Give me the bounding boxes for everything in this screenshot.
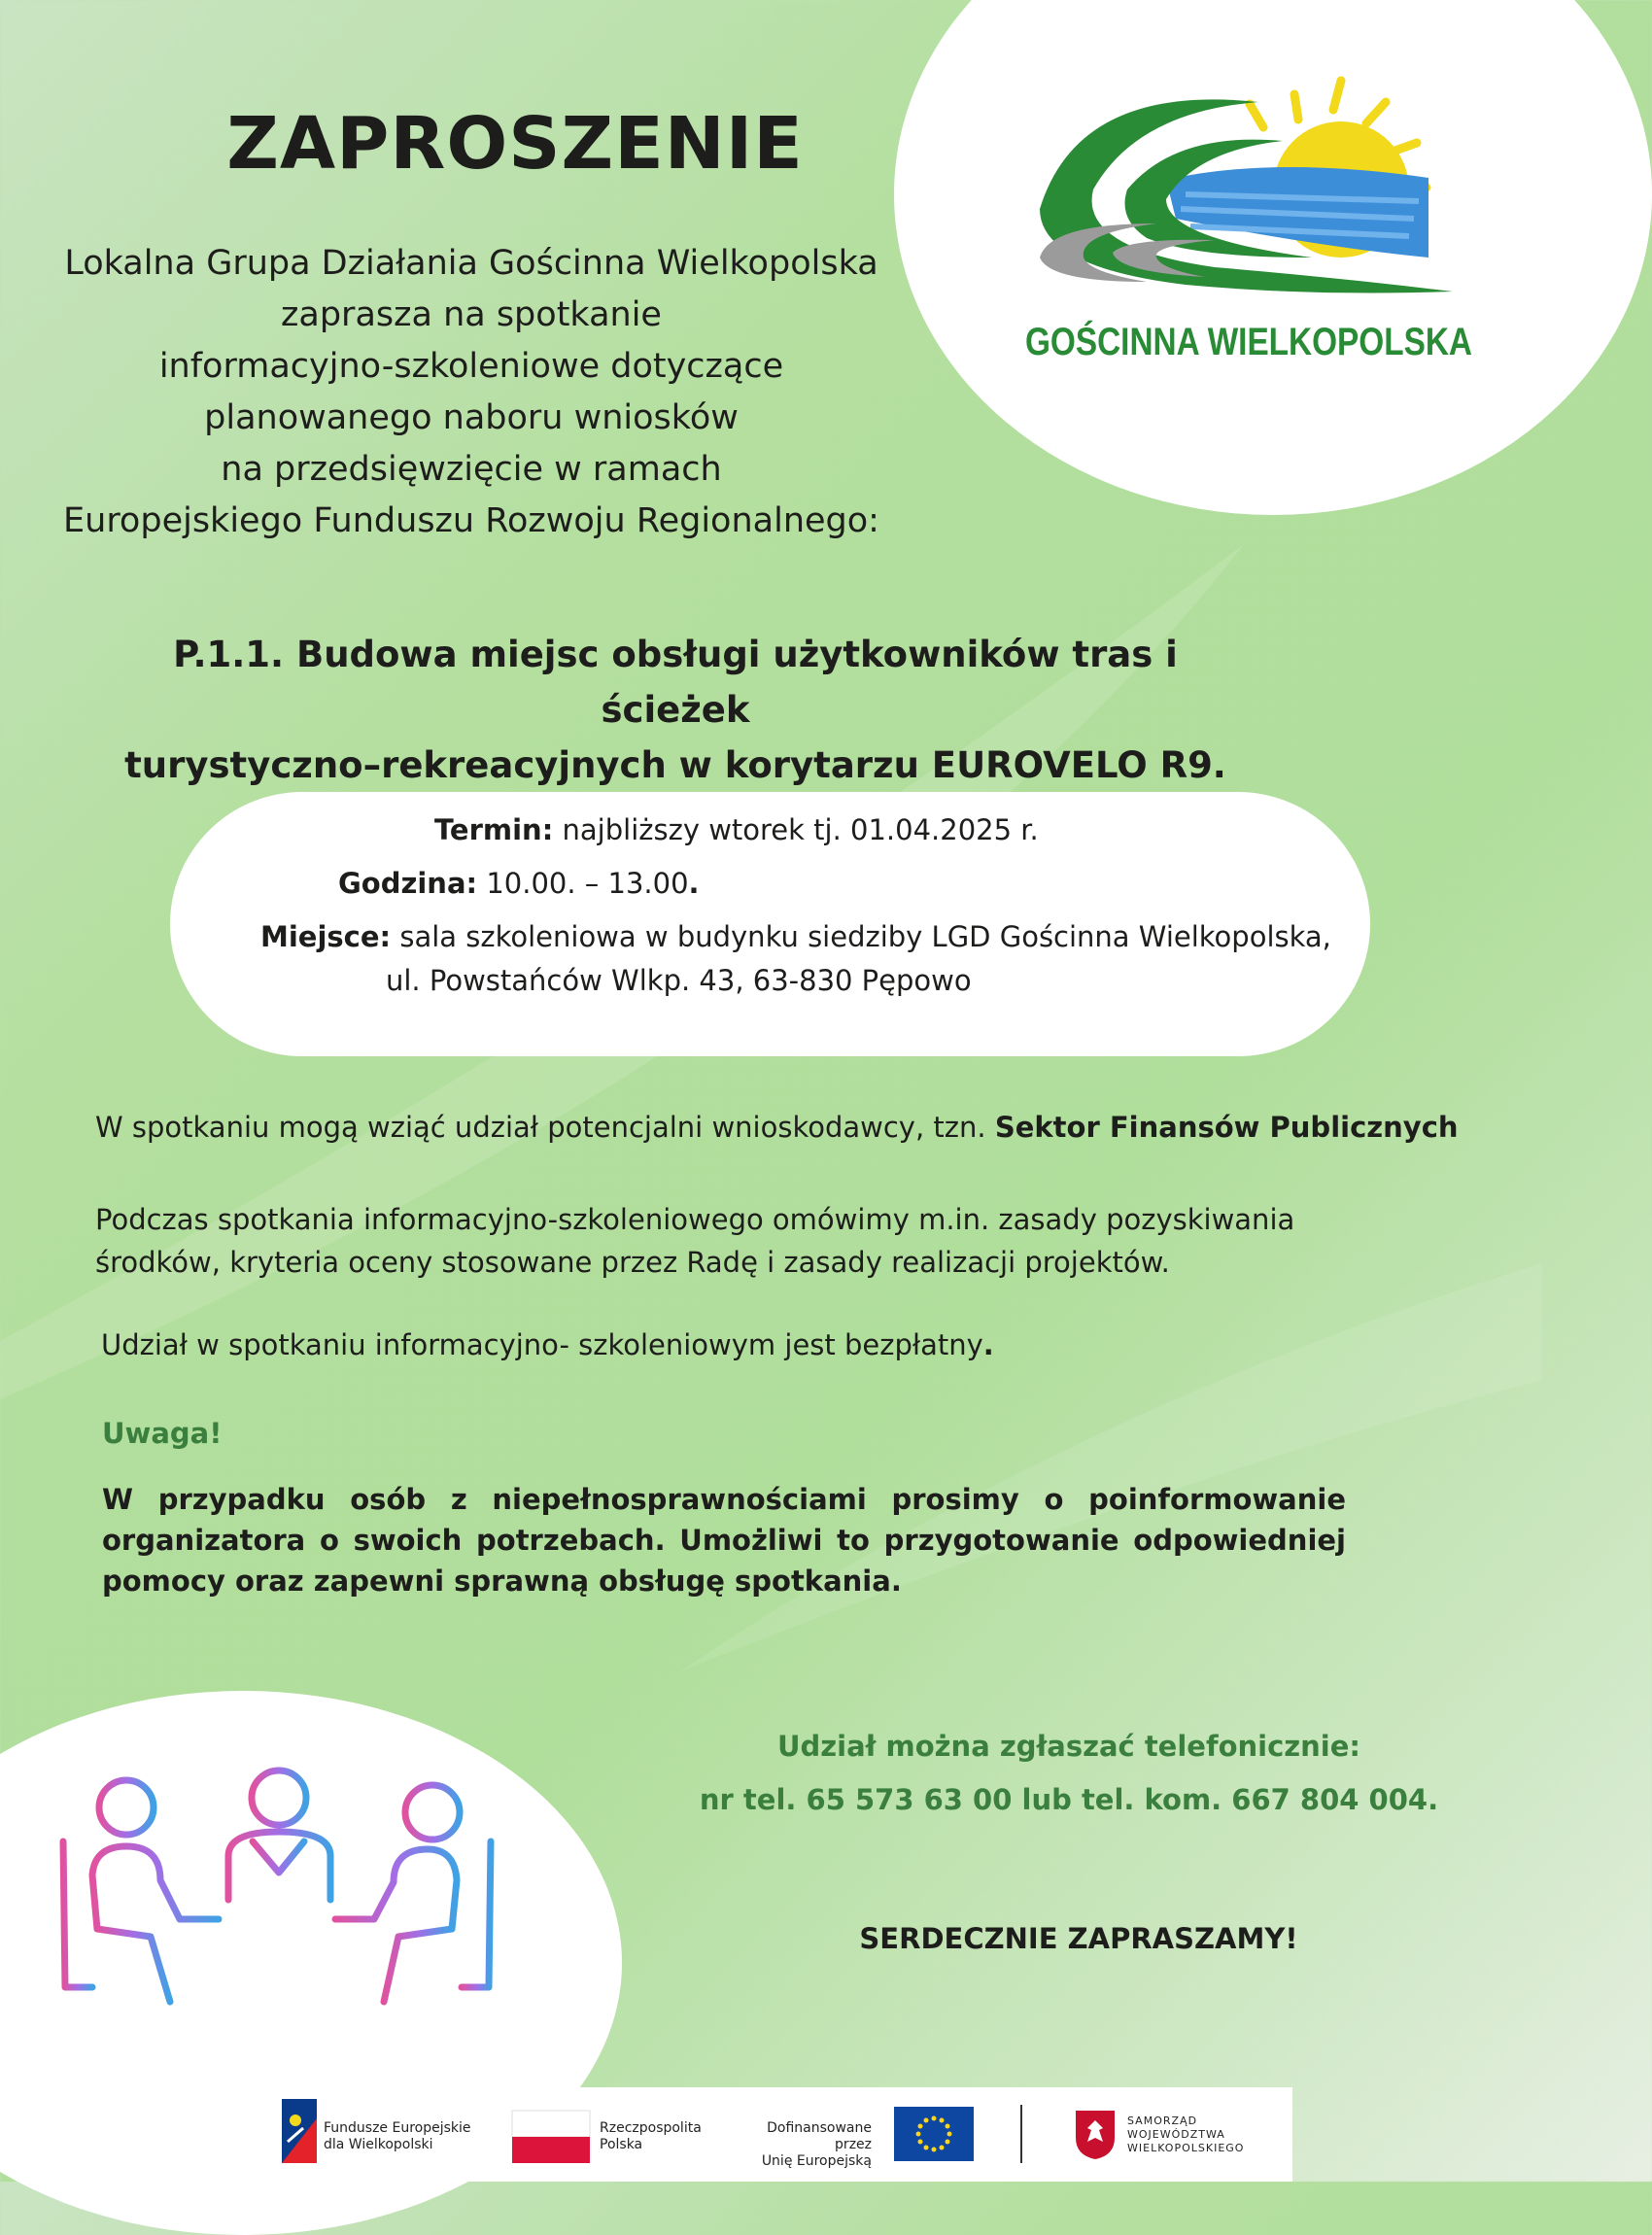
measure-title-line: turystyczno–rekreacyjnych w korytarzu EUROVELO R9.	[124, 744, 1226, 786]
rzeczpospolita-label	[600, 2120, 702, 2153]
intro-line: na przedsięwzięcie w ramach	[221, 450, 722, 489]
eu-line: Dofinansowane przez	[767, 2120, 872, 2152]
notice-heading: Uwaga!	[102, 1417, 223, 1450]
event-details-box	[170, 792, 1370, 1056]
godzina-dot: .	[688, 867, 700, 900]
participants-sector: Sektor Finansów Publicznych	[994, 1111, 1459, 1144]
intro-line: Europejskiego Funduszu Rozwoju Regionalnego:	[63, 501, 879, 540]
fundusze-europejskie-label	[324, 2120, 471, 2153]
participants-lead: W spotkaniu mogą wziąć udział potencjalni wnioskodawcy, tzn.	[95, 1111, 995, 1144]
miejsce-value: sala szkoleniowa w budynku siedziby LGD Gościnna Wielkopolska,	[391, 920, 1331, 953]
goscinna-wielkopolska-logo	[1020, 63, 1562, 374]
funding-footer	[258, 2087, 1292, 2182]
fe-line: Fundusze Europejskie	[324, 2120, 471, 2136]
termin-value: najbliższy wtorek tj. 01.04.2025 r.	[553, 813, 1039, 846]
intro-line: planowanego naboru wniosków	[204, 398, 739, 437]
measure-title-line: P.1.1. Budowa miejsc obsługi użytkowników tras i ścieżek	[173, 634, 1178, 731]
topics-paragraph	[95, 1198, 1294, 1284]
meeting-people-icon	[53, 1764, 500, 2065]
intro-line: zaprasza na spotkanie	[281, 295, 662, 334]
rp-line: Polska	[600, 2137, 643, 2152]
contact-line: Udział można zgłaszać telefonicznie:	[776, 1730, 1361, 1763]
topics-line: Podczas spotkania informacyjno-szkoleniowego omówimy m.in. zasady pozyskiwania	[95, 1203, 1295, 1236]
intro-paragraph	[29, 238, 913, 547]
eu-line: Unię Europejską	[761, 2153, 872, 2169]
godzina-label: Godzina:	[338, 867, 478, 900]
logo-text: GOŚCINNA WIELKOPOLSKA	[1025, 321, 1562, 363]
sw-line: SAMORZĄD	[1127, 2115, 1198, 2127]
measure-title	[117, 627, 1234, 793]
sw-line: WIELKOPOLSKIEGO	[1127, 2142, 1245, 2154]
wielkopolska-coat-of-arms-icon	[1074, 2109, 1117, 2161]
free-participation-text	[101, 1324, 994, 1366]
rp-line: Rzeczpospolita	[600, 2120, 702, 2136]
participants-text	[95, 1106, 1459, 1149]
fe-line: dla Wielkopolski	[324, 2137, 433, 2152]
topics-line: środków, kryteria oceny stosowane przez Radę i zasady realizacji projektów.	[95, 1246, 1170, 1279]
contact-phones: nr tel. 65 573 63 00 lub tel. kom. 667 804 004.	[699, 1783, 1439, 1816]
intro-line: informacyjno-szkoleniowe dotyczące	[158, 347, 784, 386]
polish-flag-icon	[512, 2111, 590, 2163]
page-title: ZAPROSZENIE	[226, 102, 804, 186]
notice-text: W przypadku osób z niepełnosprawnościami prosimy o poinformowanie organizatora o swoich potrzebach. Umożliwi to przygotowanie odpowiedniej pomocy oraz zapewni sprawną obsługę spotkania.	[102, 1483, 1346, 1598]
eu-flag-icon	[894, 2107, 974, 2161]
miejsce-row	[260, 920, 1331, 953]
footer-divider	[1020, 2105, 1022, 2163]
free-participation-dot: .	[982, 1328, 994, 1361]
miejsce-address: ul. Powstańców Wlkp. 43, 63-830 Pępowo	[386, 964, 972, 997]
samorzad-label	[1127, 2115, 1244, 2155]
godzina-row	[338, 867, 700, 900]
contact-info	[680, 1720, 1458, 1827]
free-participation-sentence: Udział w spotkaniu informacyjno- szkoleniowym jest bezpłatny	[101, 1328, 983, 1361]
eu-cofinanced-label	[734, 2120, 872, 2170]
termin-label: Termin:	[434, 813, 554, 846]
fundusze-europejskie-icon	[282, 2099, 317, 2163]
miejsce-label: Miejsce:	[260, 920, 392, 953]
closing-text: SERDECZNIE ZAPRASZAMY!	[859, 1922, 1298, 1955]
godzina-value: 10.00. – 13.00	[477, 867, 689, 900]
termin-row	[434, 813, 1039, 846]
sw-line: WOJEWÓDZTWA	[1127, 2128, 1225, 2141]
intro-line: Lokalna Grupa Działania Gościnna Wielkopolska	[64, 244, 878, 283]
